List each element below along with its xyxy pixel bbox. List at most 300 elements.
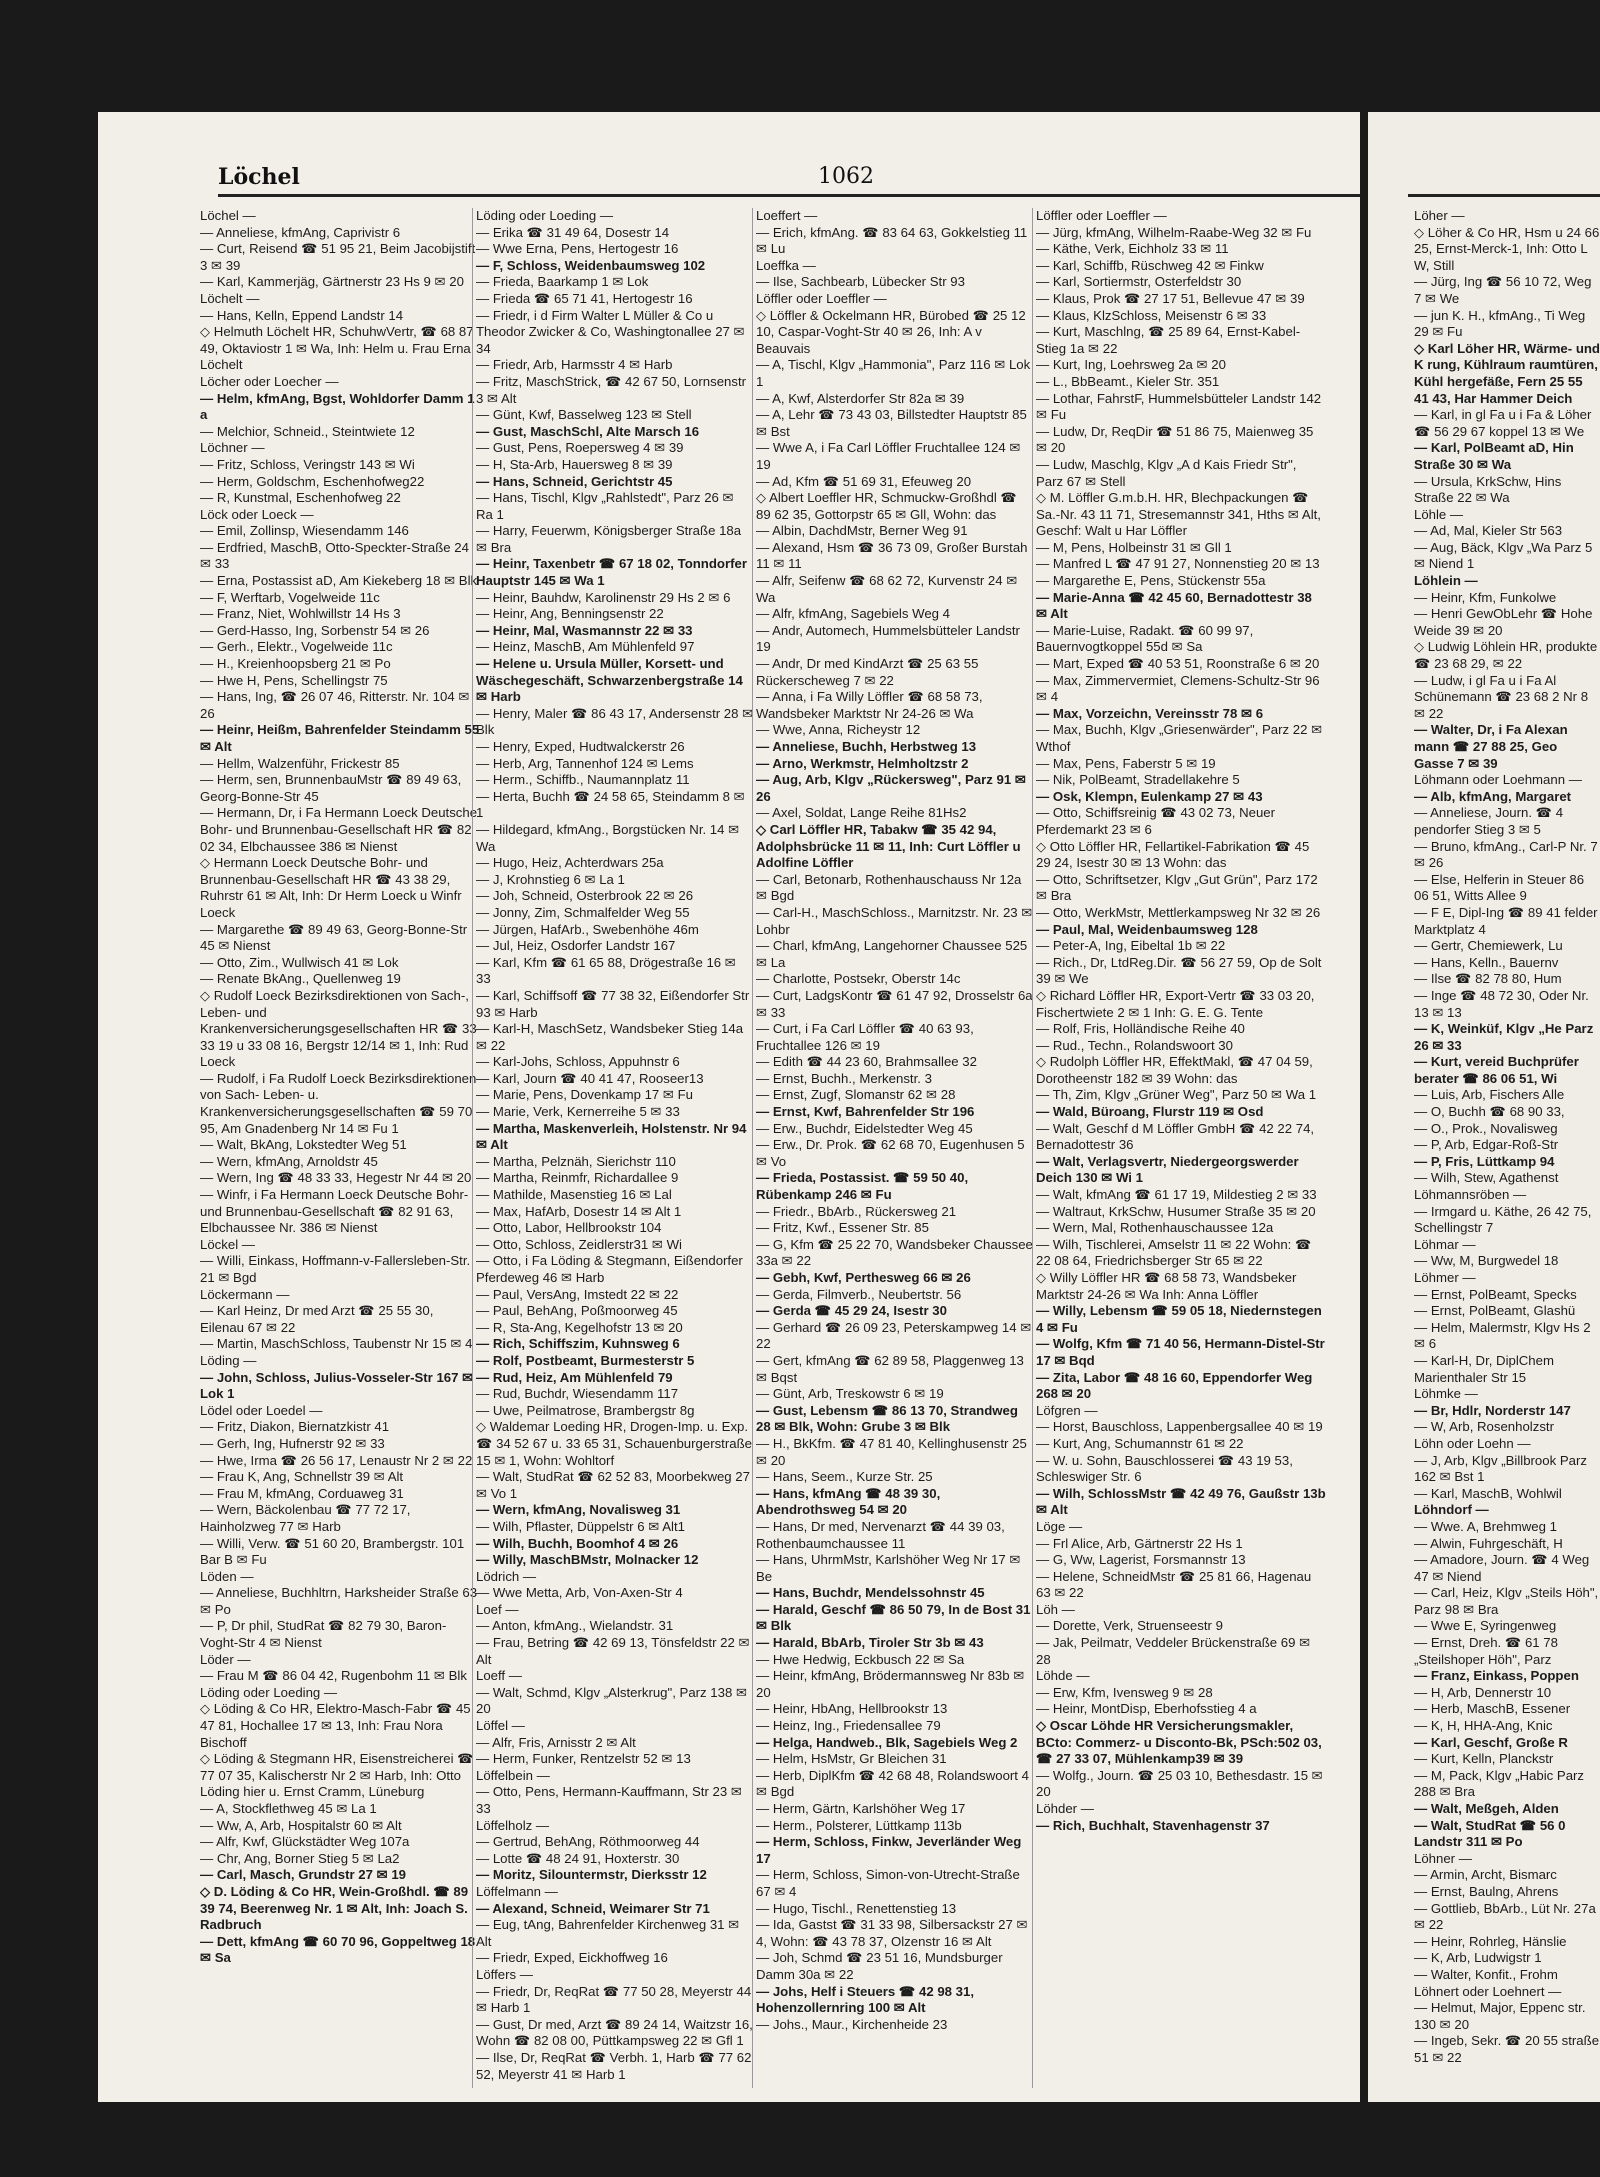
directory-entry: — Margarethe ☎ 89 49 63, Georg-Bonne-Str 45 ✉ Nienst: [200, 921, 468, 954]
directory-entry: — Alexand, Hsm ☎ 36 73 09, Großer Burstah 11 ✉ 11: [756, 539, 1028, 572]
directory-entry: — Ernst, Baulng, Ahrens: [1414, 1883, 1559, 1899]
directory-entry: — Helene, SchneidMstr ☎ 25 81 66, Hagenau 63 ✉ 22: [1036, 1568, 1312, 1601]
directory-entry: — Otto, Schloss, Zeidlerstr31 ✉ Wi: [476, 1236, 682, 1252]
directory-entry: — Frieda, Postassist. ☎ 59 50 40, Rübenkamp 246 ✉ Fu: [756, 1170, 969, 1203]
directory-entry: — Anton, kfmAng., Wielandstr. 31: [476, 1618, 674, 1634]
directory-entry: — Jul, Heiz, Osdorfer Landstr 167: [476, 938, 676, 954]
directory-entry: — Renate BkAng., Quellenweg 19: [200, 971, 401, 987]
directory-entry: — Alfr, Kwf, Glückstädter Weg 107a: [200, 1834, 410, 1850]
directory-entry: — Herm, Gärtn, Karlshöher Weg 17: [756, 1801, 966, 1816]
directory-entry: — Osk, Klempn, Eulenkamp 27 ✉ 43: [1036, 788, 1263, 804]
directory-entry: — Wilh, SchlossMstr ☎ 42 49 76, Gaußstr 13b ✉ Alt: [1036, 1485, 1326, 1518]
directory-entry: — H., BkKfm. ☎ 47 81 40, Kellinghusenstr 25 ✉ 20: [756, 1435, 1027, 1468]
directory-entry: — Frau, Betring ☎ 42 69 13, Tönsfeldstr 22 ✉ Alt: [476, 1635, 750, 1667]
directory-entry: — Fritz, MaschStrick, ☎ 42 67 50, Lornsenstr 3 ✉ Alt: [476, 373, 747, 406]
directory-entry: — Ad, Kfm ☎ 51 69 31, Efeuweg 20: [756, 473, 972, 489]
directory-entry: — Anneliese, Buchh, Herbstweg 13: [756, 739, 977, 754]
directory-entry: — Erw, Kfm, Ivensweg 9 ✉ 28: [1036, 1684, 1213, 1700]
directory-entry: — F E, Dipl-Ing ☎ 89 41 felder Marktplatz 4: [1414, 904, 1598, 937]
directory-entry: — O., Prok., Novalisweg: [1414, 1120, 1558, 1136]
directory-entry: — Gerda ☎ 45 29 24, Isestr 30: [756, 1303, 947, 1319]
directory-entry: — Ilse, Dr, ReqRat ☎ Verbh. 1, Harb ☎ 77 62 52, Meyerstr 41 ✉ Harb 1: [476, 2049, 752, 2082]
directory-entry: — Henry, Maler ☎ 86 43 17, Andersenstr 28 ✉ Blk: [476, 705, 754, 738]
directory-entry: — Friedr, Arb, Harmsstr 4 ✉ Harb: [476, 357, 673, 373]
directory-entry: — Alexand, Schneid, Weimarer Str 71: [476, 1900, 710, 1916]
directory-page: [98, 112, 1360, 2102]
directory-entry: Löffers —: [476, 1966, 533, 1982]
directory-entry: Loeffka —: [756, 257, 816, 273]
directory-entry: — Frl Alice, Arb, Gärtnerstr 22 Hs 1: [1036, 1535, 1243, 1551]
directory-entry: — Johs, Helf i Steuers ☎ 42 98 31, Hohenzollernring 100 ✉ Alt: [756, 1983, 974, 2016]
directory-entry: — Hildegard, kfmAng., Borgstücken Nr. 14 ✉ Wa: [476, 821, 740, 854]
directory-entry: Löhndorf —: [1414, 1502, 1489, 1518]
directory-entry: — Kurt, Maschlng, ☎ 25 89 64, Ernst-Kabel-Stieg 1a ✉ 22: [1036, 324, 1301, 356]
directory-entry: Löhmar —: [1414, 1236, 1476, 1252]
directory-column-2: [476, 208, 754, 2088]
directory-entry: Lödel oder Loedel —: [200, 1402, 323, 1418]
directory-column-4: [1036, 208, 1326, 2088]
directory-entry: — Albin, DachdMstr, Berner Weg 91: [756, 523, 968, 539]
directory-entry: — Herm, Funker, Rentzelstr 52 ✉ 13: [476, 1751, 691, 1767]
directory-entry: — Rud, Buchdr, Wiesendamm 117: [476, 1386, 679, 1402]
directory-entry: — Jürgen, HafArb., Swebenhöhe 46m: [476, 921, 699, 937]
directory-entry: — Max, Vorzeichn, Vereinsstr 78 ✉ 6: [1036, 705, 1264, 721]
directory-entry: — Fritz, Kwf., Essener Str. 85: [756, 1220, 929, 1236]
directory-entry: — Carl, Betonarb, Rothenhauschauss Nr 12a ✉ Bgd: [756, 871, 1022, 904]
directory-entry: — Moritz, Silountermstr, Dierksstr 12: [476, 1867, 707, 1883]
directory-entry: — Ad, Mal, Kieler Str 563: [1414, 523, 1563, 539]
directory-entry: — Max, HafArb, Dosestr 14 ✉ Alt 1: [476, 1203, 682, 1219]
directory-entry: Löhde —: [1036, 1668, 1090, 1684]
directory-entry: — Ursula, KrkSchw, Hins Straße 22 ✉ Wa: [1414, 473, 1562, 506]
directory-entry: — Heinr, Bauhdw, Karolinenstr 29 Hs 2 ✉ 6: [476, 589, 731, 605]
directory-entry: — Frau M, kfmAng, Corduaweg 31: [200, 1485, 404, 1501]
directory-entry: — Heinr, HbAng, Hellbrookstr 13: [756, 1701, 948, 1717]
directory-entry: — Alwin, Fuhrgeschäft, H: [1414, 1535, 1563, 1551]
directory-entry: ◇ Willy Löffler HR ☎ 68 58 73, Wandsbeker Marktstr 24-26 ✉ Wa Inh: Anna Löffler: [1036, 1270, 1297, 1302]
directory-entry: — Karl, in gl Fa u i Fa & Löher ☎ 56 29 67 koppel 13 ✉ We: [1414, 407, 1592, 439]
directory-entry: — Joh, Schmd ☎ 23 51 16, Mundsburger Damm 30a ✉ 22: [756, 1950, 1003, 1982]
directory-entry: — Gerd-Hasso, Ing, Sorbenstr 54 ✉ 26: [200, 622, 430, 638]
directory-entry: — Erika ☎ 31 49 64, Dosestr 14: [476, 224, 670, 240]
directory-entry: — Frau M ☎ 86 04 42, Rugenbohm 11 ✉ Blk: [200, 1668, 467, 1684]
directory-entry: — R, Kunstmal, Eschenhofweg 22: [200, 490, 401, 506]
directory-entry: — Herta, Buchh ☎ 24 58 65, Steindamm 8 ✉ 1: [476, 788, 745, 821]
directory-entry: Löhmannsröben —: [1414, 1187, 1527, 1203]
directory-entry: — Hans, Kelln., Bauernv: [1414, 954, 1559, 970]
directory-entry: Löhnert oder Loehnert —: [1414, 1983, 1562, 1999]
directory-entry: — Paul, Mal, Weidenbaumsweg 128: [1036, 921, 1258, 937]
directory-entry: — Wwe Erna, Pens, Hertogestr 16: [476, 241, 679, 257]
directory-entry: — Walt, Schmd, Klgv „Alsterkrug", Parz 138 ✉ 20: [476, 1684, 748, 1717]
directory-entry: — Käthe, Verk, Eichholz 33 ✉ 11: [1036, 241, 1229, 257]
directory-entry: — G, Kfm ☎ 25 22 70, Wandsbeker Chaussee 33a ✉ 22: [756, 1236, 1033, 1269]
directory-entry: — Karl, MaschB, Wohlwil: [1414, 1485, 1562, 1501]
directory-entry: — Curt, i Fa Carl Löffler ☎ 40 63 93, Fruchtallee 126 ✉ 19: [756, 1021, 974, 1053]
directory-entry: — Herm., Schiffb., Naumannplatz 11: [476, 772, 690, 788]
directory-entry: — Hans, kfmAng ☎ 48 39 30, Abendrothsweg 54 ✉ 20: [756, 1485, 941, 1518]
directory-entry: — J, Arb, Klgv „Billbrook Parz 162 ✉ Bst 1: [1414, 1452, 1587, 1485]
directory-entry: — Harald, BbArb, Tiroler Str 3b ✉ 43: [756, 1635, 984, 1651]
directory-entry: — Frau K, Ang, Schnellstr 39 ✉ Alt: [200, 1469, 404, 1485]
directory-entry: — Herm., Polsterer, Lüttkamp 113b: [756, 1817, 962, 1833]
directory-entry: — Karl, PolBeamt aD, Hin Straße 30 ✉ Wa: [1414, 440, 1574, 472]
directory-entry: — Wwe E, Syringenweg: [1414, 1618, 1557, 1634]
directory-entry: — Helmut, Major, Eppenc str. 130 ✉ 20: [1414, 2000, 1586, 2032]
directory-entry: ◇ Löding & Co HR, Elektro-Masch-Fabr ☎ 45 47 81, Hochallee 17 ✉ 13, Inh: Frau Nora Bischoff: [200, 1701, 471, 1750]
directory-entry: Löchel —: [200, 208, 256, 223]
directory-entry: — Bruno, kfmAng., Carl-P Nr. 7 ✉ 26: [1414, 838, 1598, 871]
directory-entry: — Hellm, Walzenführ, Frickestr 85: [200, 755, 400, 771]
directory-entry: — Ilse ☎ 82 78 80, Hum: [1414, 971, 1562, 987]
directory-entry: — Erna, Postassist aD, Am Kiekeberg 18 ✉ Blk: [200, 573, 478, 589]
directory-entry: — Dorette, Verk, Struenseestr 9: [1036, 1618, 1223, 1634]
directory-entry: — H, Arb, Dennerstr 10: [1414, 1684, 1552, 1700]
directory-entry: ◇ Löffler & Ockelmann HR, Bürobed ☎ 25 12 10, Caspar-Voght-Str 40 ✉ 26, Inh: A v Beauvais: [756, 307, 1026, 356]
directory-entry: — Friedr., BbArb., Rückersweg 21: [756, 1203, 957, 1219]
directory-entry: — Lotte ☎ 48 24 91, Hoxterstr. 30: [476, 1850, 680, 1866]
directory-entry: — W, Arb, Rosenholzstr: [1414, 1419, 1554, 1435]
directory-entry: — Aug, Arb, Klgv „Rückersweg", Parz 91 ✉ 26: [756, 772, 1026, 804]
directory-entry: — Johs., Maur., Kirchenheide 23: [756, 2016, 948, 2032]
running-head: Löchel: [218, 164, 300, 190]
directory-entry: — A, Kwf, Alsterdorfer Str 82a ✉ 39: [756, 390, 965, 406]
directory-entry: — Gerhard ☎ 26 09 23, Peterskampweg 14 ✉ 22: [756, 1319, 1032, 1352]
directory-entry: — Martha, Pelznäh, Sierichstr 110: [476, 1153, 676, 1169]
directory-entry: — Erw., Dr. Prok. ☎ 62 68 70, Eugenhusen 5 ✉ Vo: [756, 1137, 1025, 1169]
directory-entry: — Else, Helferin in Steuer 86 06 51, Witts Allee 9: [1414, 871, 1585, 904]
directory-entry: — Max, Zimmervermiet, Clemens-Schultz-Str 96 ✉ 4: [1036, 672, 1320, 705]
directory-entry: — P, Dr phil, StudRat ☎ 82 79 30, Baron-Voght-Str 4 ✉ Nienst: [200, 1618, 447, 1651]
directory-entry: — Gerh, Ing, Hufnerstr 92 ✉ 33: [200, 1435, 385, 1451]
directory-entry: Löffler oder Loeffler —: [756, 290, 887, 306]
header-rule: [1408, 194, 1600, 197]
directory-entry: — John, Schloss, Julius-Vosseler-Str 167 ✉ Lok 1: [200, 1369, 474, 1402]
directory-entry: — Andr, Dr med KindArzt ☎ 25 63 55 Rückerscheweg 7 ✉ 22: [756, 656, 979, 688]
directory-entry: — Alfr, Fris, Arnisstr 2 ✉ Alt: [476, 1734, 636, 1750]
directory-entry: — H, Sta-Arb, Hauersweg 8 ✉ 39: [476, 456, 673, 472]
directory-entry: — G, Ww, Lagerist, Forsmannstr 13: [1036, 1552, 1246, 1568]
directory-entry: — Rich, Buchhalt, Stavenhagenstr 37: [1036, 1817, 1270, 1833]
directory-entry: Löhmann oder Loehmann —: [1414, 772, 1582, 788]
directory-entry: — Wwe. A, Brehmweg 1: [1414, 1518, 1557, 1534]
directory-entry: — Marie, Verk, Kernerreihe 5 ✉ 33: [476, 1104, 680, 1120]
directory-entry: ◇ D. Löding & Co HR, Wein-Großhdl. ☎ 89 39 74, Beerenweg Nr. 1 ✉ Alt, Inh: Joach S. Radbruch: [200, 1883, 469, 1933]
directory-entry: — Heinr, Mal, Wasmannstr 22 ✉ 33: [476, 622, 693, 638]
directory-entry: — Franz, Einkass, Poppen: [1414, 1668, 1579, 1684]
directory-entry: — Ernst, Buchh., Merkenstr. 3: [756, 1070, 932, 1086]
directory-entry: — A, Stockflethweg 45 ✉ La 1: [200, 1801, 377, 1816]
directory-entry: — Helm, kfmAng, Bgst, Wohldorfer Damm 1 a: [200, 390, 475, 423]
directory-entry: — Karl Heinz, Dr med Arzt ☎ 25 55 30, Eilenau 67 ✉ 22: [200, 1303, 434, 1335]
directory-entry: — Hans, Buchdr, Mendelssohnstr 45: [756, 1585, 985, 1601]
directory-entry: — Gust, Pens, Roepersweg 4 ✉ 39: [476, 440, 684, 456]
directory-entry: ◇ Albert Loeffler HR, Schmuckw-Großhdl ☎ 89 62 35, Gottorpstr 65 ✉ Gll, Wohn: das: [756, 490, 1017, 522]
directory-entry: — M, Pens, Holbeinstr 31 ✉ Gll 1: [1036, 539, 1232, 555]
directory-entry: — Inge ☎ 48 72 30, Oder Nr. 13 ✉ 13: [1414, 987, 1589, 1020]
directory-entry: — L., BbBeamt., Kieler Str. 351: [1036, 373, 1220, 389]
directory-entry: Löding oder Loeding —: [200, 1684, 338, 1700]
directory-entry: — Walter, Konfit., Frohm: [1414, 1966, 1558, 1982]
directory-entry: — Wilh, Stew, Agathenst: [1414, 1170, 1559, 1186]
directory-entry: — Max, Buchh, Klgv „Griesenwärder", Parz 22 ✉ Wthof: [1036, 722, 1323, 754]
directory-entry: — Rolf, Postbeamt, Burmesterstr 5: [476, 1352, 695, 1368]
directory-entry: ◇ Rudolf Loeck Bezirksdirektionen von Sach-, Leben- und Krankenversicherungsgesellschaften HR ☎ 33 33 19 u 33 08 16, Bergstr 12/14 ✉ 1, Inh: Rud Loeck: [200, 987, 477, 1070]
directory-entry: — Rud, Heiz, Am Mühlenfeld 79: [476, 1369, 673, 1385]
directory-entry: — Karl-H, Dr, DiplChem Marienthaler Str 15: [1414, 1352, 1554, 1385]
directory-entry: ◇ Waldemar Loeding HR, Drogen-Imp. u. Exp. ☎ 34 52 67 u. 33 65 31, Schauenburgerstraße 15 ✉ 1, Wohn: Wohltorf: [476, 1419, 752, 1468]
directory-entry: — Helga, Handweb., Blk, Sagebiels Weg 2: [756, 1734, 1018, 1750]
directory-entry: Lödrich —: [476, 1568, 537, 1584]
directory-entry: — Gertr, Chemiewerk, Lu: [1414, 938, 1563, 954]
directory-entry: — Horst, Bauschloss, Lappenbergsallee 40 ✉ 19: [1036, 1419, 1323, 1435]
directory-entry: — Peter-A, Ing, Eibeltal 1b ✉ 22: [1036, 938, 1226, 954]
directory-entry: — F, Werftarb, Vogelweide 11c: [200, 589, 380, 605]
directory-entry: — Otto, Pens, Hermann-Kauffmann, Str 23 ✉ 33: [476, 1784, 742, 1816]
directory-entry: — Martin, MaschSchloss, Taubenstr Nr 15 ✉ 4: [200, 1336, 473, 1352]
directory-entry: Löding —: [200, 1352, 257, 1368]
directory-entry: ◇ Löding & Stegmann HR, Eisenstreicherei ☎ 77 07 35, Kalischerstr Nr 2 ✉ Harb, Inh: Otto Löding hier u. Ernst Cramm, Lüneburg: [200, 1751, 474, 1800]
directory-entry: — Andr, Automech, Hummelsbütteler Landstr 19: [756, 622, 1020, 655]
directory-entry: ◇ Ludwig Löhlein HR, produkte ☎ 23 68 29, ✉ 22: [1414, 639, 1598, 672]
directory-entry: Löder —: [200, 1651, 251, 1667]
directory-entry: Löhn oder Loehn —: [1414, 1435, 1531, 1451]
adjacent-page-column: [1414, 208, 1600, 2088]
directory-entry: — Heinz, MaschB, Am Mühlenfeld 97: [476, 639, 695, 655]
directory-entry: — Wern, Bäckolenbau ☎ 77 72 17, Hainholzweg 77 ✉ Harb: [200, 1502, 411, 1534]
directory-entry: — Willy, Lebensm ☎ 59 05 18, Niedernstegen 4 ✉ Fu: [1036, 1303, 1322, 1335]
directory-entry: — Gust, Dr med, Arzt ☎ 89 24 14, Waitzstr 16, Wohn ☎ 82 08 00, Püttkampsweg 22 ✉ Gfl 1: [476, 2016, 753, 2049]
directory-entry: — Eug, tAng, Bahrenfelder Kirchenweg 31 ✉ Alt: [476, 1917, 740, 1949]
directory-entry: — Walt, StudRat ☎ 56 0 Landstr 311 ✉ Po: [1414, 1817, 1566, 1850]
directory-entry: — Jürg, Ing ☎ 56 10 72, Weg 7 ✉ We: [1414, 274, 1592, 306]
directory-entry: — Charl, kfmAng, Langehorner Chaussee 525 ✉ La: [756, 938, 1028, 970]
directory-entry: — Heinr, Heißm, Bahrenfelder Steindamm 55 ✉ Alt: [200, 722, 480, 754]
directory-entry: — Rud., Techn., Rolandswoort 30: [1036, 1037, 1233, 1053]
directory-entry: — A, Tischl, Klgv „Hammonia", Parz 116 ✉ Lok 1: [756, 357, 1031, 389]
directory-entry: — Friedr, Dr, ReqRat ☎ 77 50 28, Meyerstr 44 ✉ Harb 1: [476, 1983, 752, 2016]
directory-entry: — Helm, Malermstr, Klgv Hs 2 ✉ 6: [1414, 1319, 1591, 1352]
directory-entry: ◇ Oscar Löhde HR Versicherungsmakler, BCto: Commerz- u Disconto-Bk, PSch:502 03, ☎ 27 33 07, Mühlenkamp39 ✉ 39: [1036, 1718, 1322, 1767]
column-divider: [1032, 208, 1033, 2088]
directory-entry: ◇ Rudolph Löffler HR, EffektMakl, ☎ 47 04 59, Dorotheenstr 182 ✉ 39 Wohn: das: [1036, 1054, 1313, 1086]
directory-entry: ◇ Karl Löher HR, Wärme- und K rung, Kühlraum raumtüren, Kühl hergefäße, Fern 25 55 41 43, Har Hammer Deich: [1414, 340, 1600, 406]
directory-entry: — Kurt, Ing, Loehrsweg 2a ✉ 20: [1036, 357, 1226, 373]
directory-entry: — Erw., Buchdr, Eidelstedter Weg 45: [756, 1120, 973, 1136]
directory-entry: — K, Weinküf, Klgv „He Parz 26 ✉ 33: [1414, 1021, 1594, 1053]
directory-entry: Löckermann —: [200, 1286, 290, 1302]
directory-entry: — Karl, Geschf, Große R: [1414, 1734, 1568, 1750]
directory-entry: — Alb, kfmAng, Margaret: [1414, 788, 1572, 804]
directory-entry: — Hugo, Tischl., Renettenstieg 13: [756, 1900, 957, 1916]
directory-entry: Löhmer —: [1414, 1270, 1476, 1285]
directory-column-3: [756, 208, 1034, 2088]
directory-entry: — Hugo, Heiz, Achterdwars 25a: [476, 855, 664, 871]
directory-entry: ◇ Hermann Loeck Deutsche Bohr- und Brunnenbau-Gesellschaft HR ☎ 43 38 29, Ruhrstr 61 ✉ Alt, Inh: Dr Herm Loeck u Winfr Loeck: [200, 855, 462, 920]
directory-entry: — Herm, sen, BrunnenbauMstr ☎ 89 49 63, Georg-Bonne-Str 45: [200, 772, 462, 804]
directory-entry: ◇ Otto Löffler HR, Fellartikel-Fabrikation ☎ 45 29 24, Isestr 30 ✉ 13 Wohn: das: [1036, 838, 1310, 871]
directory-entry: — Ernst, Dreh. ☎ 61 78 „Steilshoper Höh", Parz: [1414, 1635, 1558, 1667]
directory-entry: — Walt, BkAng, Lokstedter Weg 51: [200, 1137, 407, 1153]
directory-entry: — J, Krohnstieg 6 ✉ La 1: [476, 871, 625, 887]
directory-entry: — Harald, Geschf ☎ 86 50 79, In de Bost 31 ✉ Blk: [756, 1601, 1031, 1634]
directory-entry: — Wwe A, i Fa Carl Löffler Fruchtallee 124 ✉ 19: [756, 440, 1021, 472]
directory-entry: Löhner —: [1414, 1850, 1472, 1866]
directory-entry: — Karl, Kfm ☎ 61 65 88, Drögestraße 16 ✉ 33: [476, 954, 736, 987]
directory-entry: — Ernst, Zugf, Slomanstr 62 ✉ 28: [756, 1087, 956, 1103]
directory-entry: — Gerda, Filmverb., Neubertstr. 56: [756, 1286, 962, 1302]
directory-entry: — Zita, Labor ☎ 48 16 60, Eppendorfer Weg 268 ✉ 20: [1036, 1369, 1313, 1402]
directory-entry: — O, Buchh ☎ 68 90 33,: [1414, 1104, 1565, 1120]
directory-entry: — Henri GewObLehr ☎ Hohe Weide 39 ✉ 20: [1414, 606, 1593, 638]
directory-entry: — Nik, PolBeamt, Stradellakehre 5: [1036, 772, 1240, 788]
directory-entry: — Otto, Zim., Wullwisch 41 ✉ Lok: [200, 954, 399, 970]
directory-entry: — Karl, Sortiermstr, Osterfeldstr 30: [1036, 274, 1242, 290]
directory-entry: — Ingeb, Sekr. ☎ 20 55 straße 51 ✉ 22: [1414, 2033, 1600, 2065]
directory-entry: Loeffert —: [756, 208, 818, 223]
directory-entry: — Gebh, Kwf, Perthesweg 66 ✉ 26: [756, 1270, 971, 1285]
directory-entry: — Heinz, Ing., Friedensallee 79: [756, 1718, 941, 1734]
directory-entry: — Rudolf, i Fa Rudolf Loeck Bezirksdirektionen von Sach- Leben- u. Krankenversicherungsgesellschaften ☎ 59 70 95, Am Gnadenberg Nr 14 ✉ Fu 1: [200, 1070, 477, 1136]
directory-entry: — Jak, Peilmatr, Veddeler Brückenstraße 69 ✉ 28: [1036, 1635, 1311, 1667]
directory-entry: — Karl, Schiffb, Rüschweg 42 ✉ Finkw: [1036, 257, 1264, 273]
directory-entry: — Herm, Schloss, Simon-von-Utrecht-Straße 67 ✉ 4: [756, 1867, 1020, 1899]
directory-entry: — Frieda, Baarkamp 1 ✉ Lok: [476, 274, 649, 290]
directory-entry: — Emil, Zollinsp, Wiesendamm 146: [200, 523, 409, 539]
directory-entry: — Carl, Masch, Grundstr 27 ✉ 19: [200, 1867, 406, 1883]
directory-entry: — Curt, LadgsKontr ☎ 61 47 92, Drosselstr 6a ✉ 33: [756, 987, 1033, 1020]
directory-entry: Löffelbein —: [476, 1767, 550, 1783]
directory-entry: Löge —: [1036, 1518, 1083, 1534]
directory-entry: — Manfred L ☎ 47 91 27, Nonnenstieg 20 ✉ 13: [1036, 556, 1320, 572]
directory-entry: — Mart, Exped ☎ 40 53 51, Roonstraße 6 ✉ 20: [1036, 656, 1320, 672]
directory-entry: — Uwe, Peilmatrose, Brambergstr 8g: [476, 1402, 695, 1418]
directory-entry: — Helm, HsMstr, Gr Bleichen 31: [756, 1751, 947, 1767]
directory-entry: — Gertrud, BehAng, Röthmoorweg 44: [476, 1834, 700, 1850]
directory-entry: — Herb, DiplKfm ☎ 42 68 48, Rolandswoort 4 ✉ Bgd: [756, 1767, 1029, 1800]
directory-entry: — Wolfg., Journ. ☎ 25 03 10, Bethesdastr. 15 ✉ 20: [1036, 1767, 1323, 1800]
directory-entry: — Fritz, Schloss, Veringstr 143 ✉ Wi: [200, 456, 415, 472]
directory-entry: — Ida, Gastst ☎ 31 33 98, Silbersackstr 27 ✉ 4, Wohn: ☎ 43 78 37, Olzenstr 16 ✉ Alt: [756, 1917, 1028, 1949]
directory-entry: — Hans, Dr med, Nervenarzt ☎ 44 39 03, Rothenbaumchaussee 11: [756, 1518, 1005, 1551]
adjacent-page: [1368, 112, 1600, 2102]
directory-entry: Löhmke —: [1414, 1386, 1478, 1402]
directory-entry: ◇ Richard Löffler HR, Export-Vertr ☎ 33 03 20, Fischertwiete 2 ✉ 1 Inh: G. E. G. Tente: [1036, 987, 1315, 1020]
directory-entry: — Karl-H, MaschSetz, Wandsbeker Stieg 14a ✉ 22: [476, 1021, 744, 1053]
column-divider: [472, 208, 473, 2088]
directory-entry: — P, Arb, Edgar-Roß-Str: [1414, 1137, 1559, 1153]
directory-entry: — Curt, Reisend ☎ 51 95 21, Beim Jacobijstift 3 ✉ 39: [200, 241, 476, 273]
directory-entry: — Otto, Labor, Hellbrookstr 104: [476, 1220, 662, 1236]
directory-entry: — Marie-Luise, Radakt. ☎ 60 99 97, Bauernvogtkoppel 55d ✉ Sa: [1036, 622, 1254, 655]
directory-entry: — Hans, UhrmMstr, Karlshöher Weg Nr 17 ✉ Be: [756, 1552, 1021, 1584]
directory-entry: — Margarethe E, Pens, Stückenstr 55a: [1036, 573, 1266, 589]
directory-entry: — Heinr, Taxenbetr ☎ 67 18 02, Tonndorfer Hauptstr 145 ✉ Wa 1: [476, 556, 747, 589]
directory-entry: Löffelholz —: [476, 1817, 550, 1833]
directory-entry: — Kurt, vereid Buchprüfer berater ☎ 86 06 51, Wi: [1414, 1054, 1579, 1086]
directory-entry: — Walt, Meßgeh, Alden: [1414, 1801, 1559, 1816]
directory-entry: Loeff —: [476, 1668, 522, 1684]
directory-entry: — Lothar, FahrstF, Hummelsbütteler Landstr 142 ✉ Fu: [1036, 390, 1322, 423]
directory-entry: — Axel, Soldat, Lange Reihe 81Hs2: [756, 805, 967, 821]
directory-entry: — Friedr, i d Firm Walter L Müller & Co u Theodor Zwicker & Co, Washingtonallee 27 ✉ 34: [476, 307, 745, 356]
directory-entry: — K, Arb, Ludwigstr 1: [1414, 1950, 1542, 1966]
directory-entry: — Alfr, Seifenw ☎ 68 62 72, Kurvenstr 24 ✉ Wa: [756, 573, 1018, 605]
directory-entry: — Wwe, Anna, Richeystr 12: [756, 722, 921, 738]
directory-entry: — Hwe H, Pens, Schellingstr 75: [200, 672, 388, 688]
directory-entry: — A, Lehr ☎ 73 43 03, Billstedter Hauptstr 85 ✉ Bst: [756, 407, 1027, 439]
directory-entry: — Wilh, Tischlerei, Amselstr 11 ✉ 22 Wohn: ☎ 22 08 64, Friedrichsberger Str 65 ✉ 22: [1036, 1236, 1312, 1269]
directory-entry: — Willi, Verw. ☎ 51 60 20, Brambergstr. 101 Bar B ✉ Fu: [200, 1535, 465, 1568]
directory-entry: — Carl-H., MaschSchloss., Marnitzstr. Nr. 23 ✉ Lohbr: [756, 904, 1033, 937]
directory-entry: — Klaus, Prok ☎ 27 17 51, Bellevue 47 ✉ 39: [1036, 290, 1305, 306]
directory-entry: — K, H, HHA-Ang, Knic: [1414, 1718, 1553, 1734]
directory-entry: — Charlotte, Postsekr, Oberstr 14c: [756, 971, 961, 987]
directory-entry: — Winfr, i Fa Hermann Loeck Deutsche Bohr- und Brunnenbau-Gesellschaft ☎ 82 91 63, Elbchaussee Nr. 386 ✉ Nienst: [200, 1187, 469, 1236]
directory-entry: — Herm, Goldschm, Eschenhofweg22: [200, 473, 425, 489]
directory-entry: — Marie-Anna ☎ 42 45 60, Bernadottestr 38 ✉ Alt: [1036, 589, 1312, 622]
directory-entry: — Dett, kfmAng ☎ 60 70 96, Goppeltweg 18 ✉ Sa: [200, 1933, 476, 1966]
directory-entry: — Günt, Kwf, Basselweg 123 ✉ Stell: [476, 407, 692, 423]
directory-entry: Löffler oder Loeffler —: [1036, 208, 1167, 223]
directory-entry: — Heinr, kfmAng, Brödermannsweg Nr 83b ✉ 20: [756, 1668, 1025, 1700]
directory-entry: — R, Sta-Ang, Kegelhofstr 13 ✉ 20: [476, 1319, 683, 1335]
directory-entry: — jun K. H., kfmAng., Ti Weg 29 ✉ Fu: [1414, 307, 1586, 340]
directory-entry: — Heinr, Rohrleg, Hänslie: [1414, 1933, 1567, 1949]
directory-entry: — Karl-Johs, Schloss, Appuhnstr 6: [476, 1054, 680, 1070]
directory-entry: — Ernst, Kwf, Bahrenfelder Str 196: [756, 1104, 975, 1120]
directory-entry: — Herb, Arg, Tannenhof 124 ✉ Lems: [476, 755, 694, 771]
directory-entry: — Franz, Niet, Wohlwillstr 14 Hs 3: [200, 606, 401, 622]
directory-entry: — Wolfg, Kfm ☎ 71 40 56, Hermann-Distel-Str 17 ✉ Bqd: [1036, 1336, 1325, 1368]
directory-entry: Löchelt —: [200, 290, 260, 306]
directory-entry: — Chr, Ang, Borner Stieg 5 ✉ La2: [200, 1850, 400, 1866]
directory-entry: — Kurt, Ang, Schumannstr 61 ✉ 22: [1036, 1435, 1244, 1451]
directory-entry: — Jonny, Zim, Schmalfelder Weg 55: [476, 904, 690, 920]
directory-entry: — Arno, Werkmstr, Helmholtzstr 2: [756, 755, 969, 771]
directory-entry: — Otto, WerkMstr, Mettlerkampsweg Nr 32 ✉ 26: [1036, 904, 1321, 920]
directory-entry: — Gust, MaschSchl, Alte Marsch 16: [476, 423, 700, 439]
directory-entry: — Melchior, Schneid., Steintwiete 12: [200, 423, 415, 439]
directory-entry: — Willy, MaschBMstr, Molnacker 12: [476, 1552, 699, 1568]
directory-entry: — Anneliese, kfmAng, Caprivistr 6: [200, 224, 401, 240]
directory-entry: — Hwe, Irma ☎ 26 56 17, Lenaustr Nr 2 ✉ 22: [200, 1452, 473, 1468]
directory-entry: — Martha, Reinmfr, Richardallee 9: [476, 1170, 679, 1186]
directory-entry: — Walt, StudRat ☎ 62 52 83, Moorbekweg 27 ✉ Vo 1: [476, 1469, 750, 1501]
directory-entry: — Wern, kfmAng, Novalisweg 31: [476, 1502, 681, 1518]
directory-entry: — Jürg, kfmAng, Wilhelm-Raabe-Weg 32 ✉ Fu: [1036, 224, 1312, 240]
directory-entry: — Anneliese, Journ. ☎ 4 pendorfer Stieg 3 ✉ 5: [1414, 805, 1564, 837]
directory-entry: — Irmgard u. Käthe, 26 42 75, Schellingstr 7: [1414, 1203, 1592, 1236]
directory-entry: — Ludw, Maschlg, Klgv „A d Kais Friedr Str", Parz 67 ✉ Stell: [1036, 456, 1297, 489]
directory-entry: — Erdfried, MaschB, Otto-Speckter-Straße 24 ✉ 33: [200, 539, 469, 572]
directory-entry: — Wern, Ing ☎ 48 33 33, Hegestr Nr 44 ✉ 20: [200, 1170, 472, 1186]
directory-entry: — Br, Hdlr, Norderstr 147: [1414, 1402, 1571, 1418]
directory-entry: — Hans, Kelln, Eppend Landstr 14: [200, 307, 404, 323]
directory-entry: Löffelmann —: [476, 1883, 558, 1899]
directory-entry: — Hans, Schneid, Gerichtstr 45: [476, 473, 673, 489]
directory-entry: — Max, Pens, Faberstr 5 ✉ 19: [1036, 755, 1216, 771]
directory-entry: Löfgren —: [1036, 1402, 1098, 1418]
directory-entry: Löhlein —: [1414, 573, 1478, 589]
directory-entry: — Rich, Schiffszim, Kuhnsweg 6: [476, 1336, 680, 1352]
directory-entry: — Friedr, Exped, Eickhoffweg 16: [476, 1950, 668, 1966]
directory-entry: — Hans, Seem., Kurze Str. 25: [756, 1469, 933, 1485]
directory-entry: ◇ M. Löffler G.m.b.H. HR, Blechpackungen ☎ Sa.-Nr. 43 11 71, Stresemannstr 341, Hths ✉ Alt, Geschf: Walt u Har Löffler: [1036, 490, 1321, 539]
directory-entry: ◇ Carl Löffler HR, Tabakw ☎ 35 42 94, Adolphsbrücke 11 ✉ 11, Inh: Curt Löffler u Adolfine Löffler: [756, 821, 1021, 871]
directory-entry: Löding oder Loeding —: [476, 208, 614, 223]
directory-entry: — Carl, Heiz, Klgv „Steils Höh", Parz 98 ✉ Bra: [1414, 1585, 1599, 1617]
